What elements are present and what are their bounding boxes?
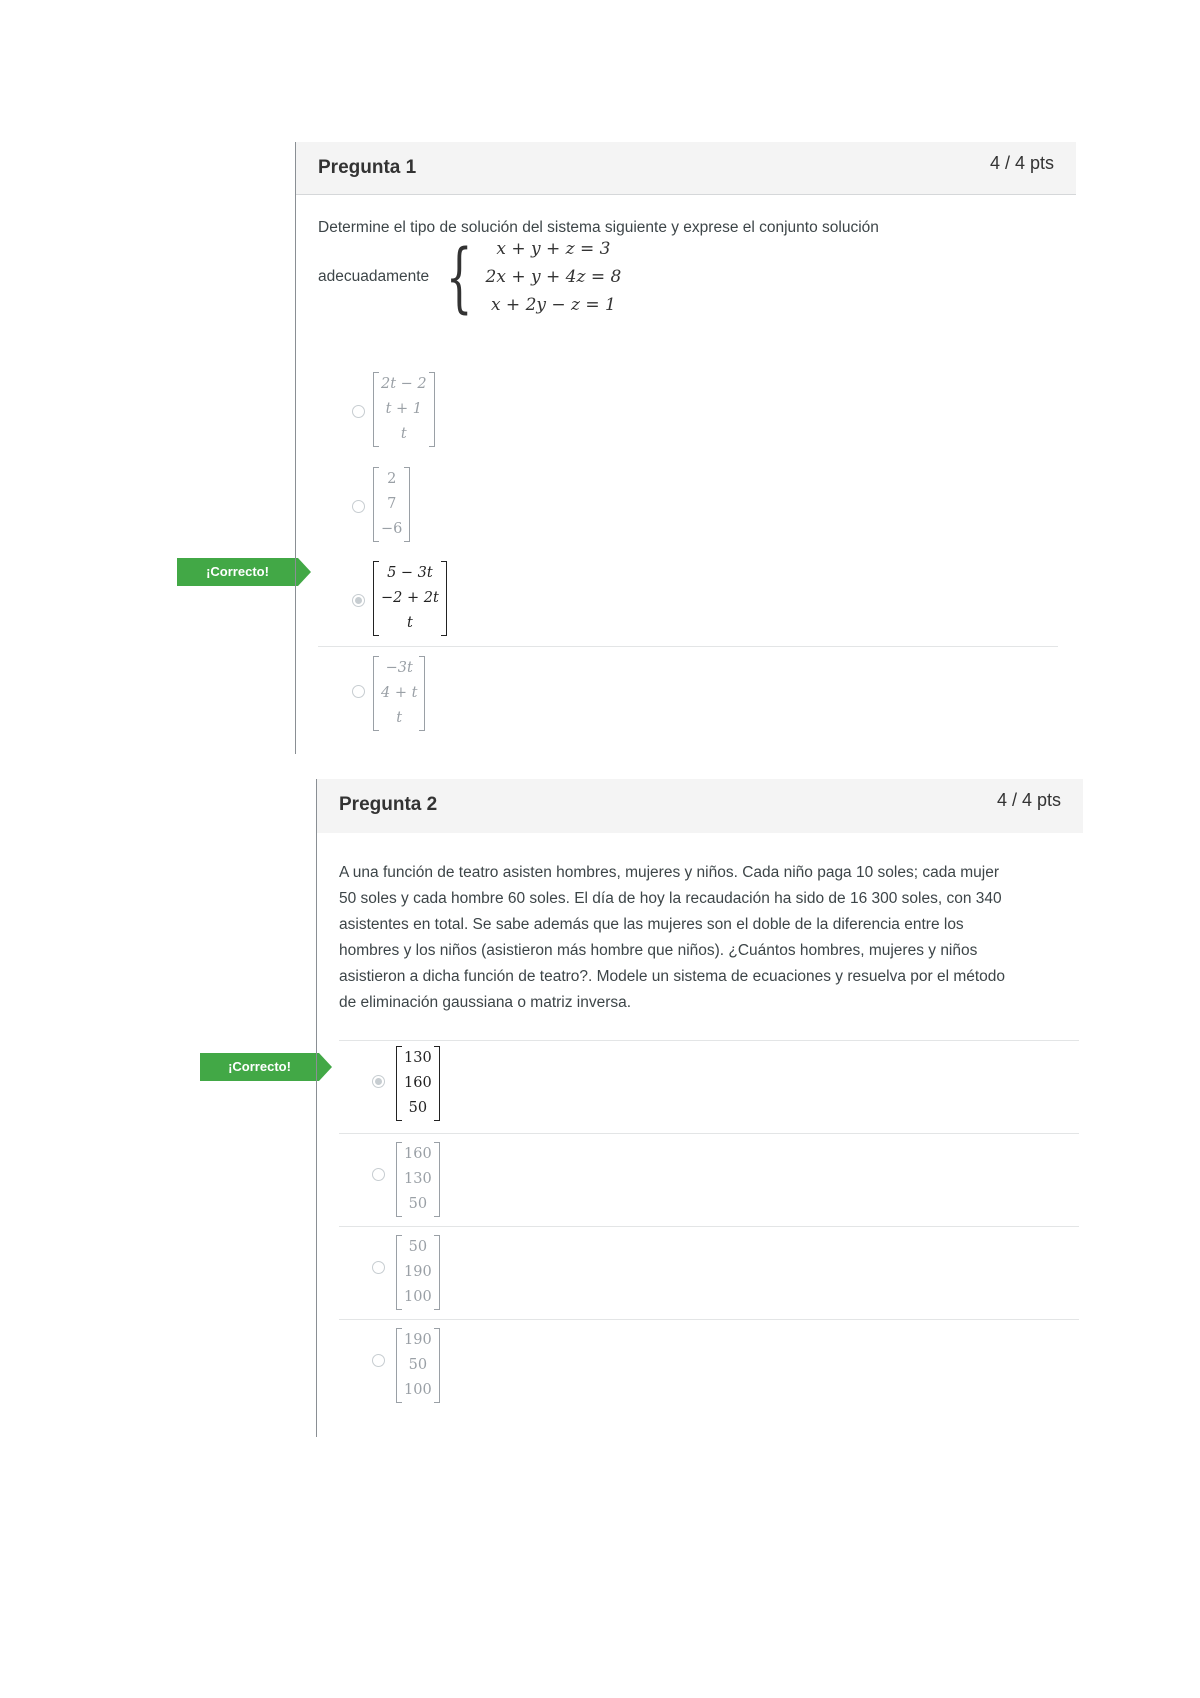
system-label: adecuadamente [318, 268, 430, 285]
matrix-cell: 190 [404, 1264, 432, 1280]
matrix-cell: 2t − 2 [381, 376, 427, 392]
question-text [318, 219, 1058, 321]
answer-option-4[interactable] [339, 1319, 1079, 1413]
matrix-cell: −2 + 2t [381, 590, 439, 606]
answer-matrix [373, 372, 435, 447]
matrix-cell: 190 [404, 1332, 432, 1348]
answer-radio[interactable] [352, 685, 365, 698]
equations [486, 235, 622, 319]
equation: x + 2y − z = 1 [490, 295, 616, 315]
answer-radio-selected[interactable] [372, 1075, 385, 1088]
question-text-line: hombres y los niños (asistieron más hombre que niños). ¿Cuántos hombres, mujeres y niños [339, 942, 978, 959]
matrix-cell: t + 1 [385, 401, 423, 417]
matrix-cell: 2 [387, 471, 397, 487]
answer-matrix [373, 467, 410, 542]
answer-option-1[interactable] [318, 367, 1058, 452]
answer-option-2[interactable] [339, 1133, 1079, 1227]
matrix-cell: 130 [404, 1050, 432, 1066]
matrix-cell: 50 [408, 1357, 428, 1373]
answer-radio-selected[interactable] [352, 594, 365, 607]
question-text-line: de eliminación gaussiana o matriz inversa. [339, 994, 632, 1011]
answer-matrix [373, 561, 447, 636]
question-2 [316, 779, 1083, 1437]
question-title: Pregunta 1 [318, 157, 417, 178]
answer-option-3[interactable] [318, 556, 1058, 641]
matrix-cell: 100 [404, 1382, 432, 1398]
matrix-cell: 50 [408, 1239, 428, 1255]
answer-option-1[interactable] [339, 1040, 1079, 1134]
question-1 [295, 142, 1076, 754]
left-brace: { [446, 232, 473, 321]
correct-flag-q1: ¡Correcto! [177, 558, 298, 586]
equation-system [318, 232, 1058, 321]
answer-matrix [396, 1235, 440, 1310]
equation: 2x + y + 4z = 8 [485, 267, 622, 287]
question-points: 4 / 4 pts [989, 153, 1054, 173]
question-text-line: 50 soles y cada hombre 60 soles. El día de hoy la recaudación ha sido de 16 300 soles, con 340 [339, 890, 1002, 907]
question-header [317, 779, 1083, 833]
question-text [339, 860, 1069, 1016]
question-text-line: asistieron a dicha función de teatro?. Modele un sistema de ecuaciones y resuelva por el método [339, 968, 1006, 985]
answer-radio[interactable] [372, 1168, 385, 1181]
answer-radio[interactable] [372, 1261, 385, 1274]
answer-matrix [396, 1328, 440, 1403]
answer-option-3[interactable] [339, 1226, 1079, 1320]
question-text-line: asistentes en total. Se sabe además que las mujeres son el doble de la diferencia entre los [339, 916, 964, 933]
matrix-cell: 160 [404, 1146, 432, 1162]
matrix-cell: 50 [408, 1196, 428, 1212]
matrix-cell: 7 [387, 496, 397, 512]
matrix-cell: t [396, 710, 403, 726]
answer-matrix [396, 1142, 440, 1217]
equation: x + y + z = 3 [496, 239, 611, 259]
matrix-cell: t [400, 426, 407, 442]
question-header [296, 142, 1076, 195]
matrix-cell: t [406, 615, 413, 631]
question-text-line: Determine el tipo de solución del sistema siguiente y exprese el conjunto solución [318, 219, 879, 236]
correct-flag-q2: ¡Correcto! [200, 1053, 319, 1081]
answer-radio[interactable] [352, 500, 365, 513]
matrix-cell: −6 [381, 521, 403, 537]
matrix-cell: 100 [404, 1289, 432, 1305]
matrix-cell: 50 [408, 1100, 428, 1116]
matrix-cell: 130 [404, 1171, 432, 1187]
question-title: Pregunta 2 [339, 794, 438, 815]
matrix-cell: 160 [404, 1075, 432, 1091]
answer-option-4[interactable] [318, 646, 1058, 732]
answer-option-2[interactable] [318, 462, 1058, 547]
question-text-line: A una función de teatro asisten hombres, mujeres y niños. Cada niño paga 10 soles; cada mujer [339, 864, 1000, 881]
answer-radio[interactable] [372, 1354, 385, 1367]
question-points: 4 / 4 pts [996, 790, 1061, 810]
answer-radio[interactable] [352, 405, 365, 418]
answer-matrix [396, 1046, 440, 1121]
answer-matrix [373, 656, 425, 731]
matrix-cell: −3t [385, 660, 413, 676]
matrix-cell: 5 − 3t [387, 565, 433, 581]
matrix-cell: 4 + t [381, 685, 418, 701]
